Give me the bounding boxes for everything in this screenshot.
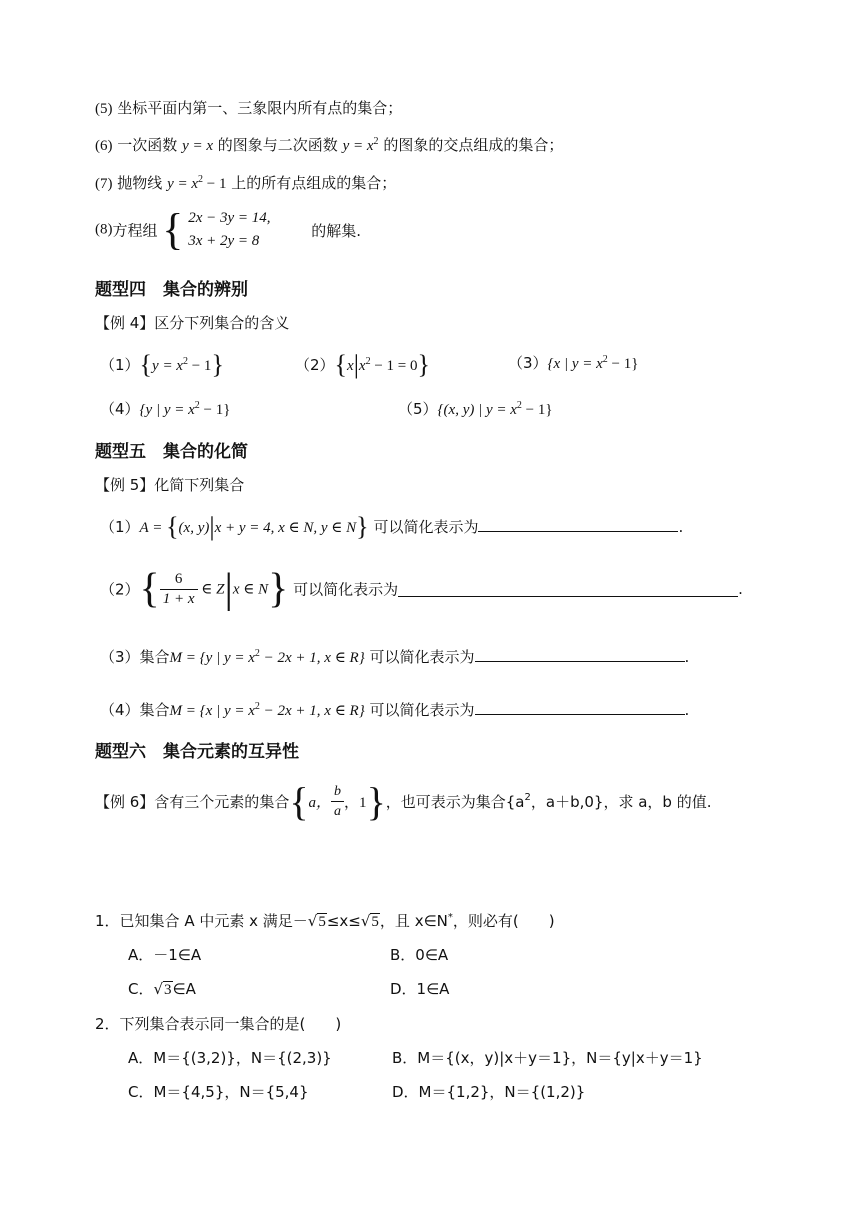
q1-option-a[interactable]: A．－1∈A [128,946,202,964]
q2-option-b[interactable]: B．M＝{(x，y)|x＋y＝1}，N＝{y|x＋y＝1} [392,1049,703,1067]
item-8: (8)方程组 { 2x − 3y = 14, 3x + 2y = 8 的解集. [95,205,362,254]
fraction-b-over-a: $\frac{b}{a}$ [331,782,344,821]
ex4-item-1: $(1)\{y = x^2 - 1\}$ [100,350,224,379]
item-5: (5) 坐标平面内第一、三象限内所有点的集合； [95,99,403,117]
q1-option-c[interactable]: C．√3∈A [128,980,196,998]
ex4-item-2: $(2)\{x|x^2 - 1 = 0\}$ [295,350,430,379]
q1-option-b[interactable]: B．0∈A [390,946,449,964]
answer-blank-3[interactable] [475,647,685,662]
sqrt-sign: √3 [153,980,172,998]
ex4-item-4: （4）{y | $y = x^2 - 1$} [100,400,231,418]
item-7: (7) 抛物线 $y = x^2 - 1$ 上的所有点组成的集合； [95,174,397,192]
ex4-item-3: （3）{x | $y = x^2 - 1$} [508,354,639,372]
ex4-item-5: （5）{(x, y) | $y = x^2 - 1$} [398,400,553,418]
q1-option-d[interactable]: D．1∈A [390,980,450,998]
example-6: 【例 6】含有三个元素的集合{a， $\frac{b}{a}$ ，1}，也可表示为集合{$a^2$，a＋b,0}，求 a，b 的值. [95,779,712,824]
answer-blank-4[interactable] [475,700,685,715]
example-4-label: 【例 4】区分下列集合的含义 [95,314,290,332]
q2-option-c[interactable]: C．M＝{4,5}，N＝{5,4} [128,1083,309,1101]
answer-blank-1[interactable] [478,517,678,532]
example-5-label: 【例 5】化简下列集合 [95,476,245,494]
item-6: (6) 一次函数 y = x 的图象与二次函数 $y = x^2$ 的图象的交点组成的集合； [95,136,564,154]
section-6-title: 题型六 集合元素的互异性 [95,742,299,762]
equation-system: 2x − 3y = 14, 3x + 2y = 8 [188,210,271,249]
ex5-question-2: （2）{ $\frac{6}{1 + x}$ ∈ Z|x ∈ N} 可以简化表示为 . [100,566,743,612]
ex5-question-3: （3）集合M = {y | $y = x^2 - 2x + 1$, x ∈ R} 可以简化表示为 . [100,648,690,666]
sqrt-sign: √5 [307,912,326,930]
section-5-title: 题型五 集合的化简 [95,442,248,462]
left-brace: { [162,205,184,254]
sqrt-sign: √5 [360,912,379,930]
section-4-title: 题型四 集合的辨别 [95,280,248,300]
q2-option-d[interactable]: D．M＝{1,2}，N＝{(1,2)} [392,1083,586,1101]
answer-blank-2[interactable] [398,582,738,597]
question-1: 1．已知集合 A 中元素 x 满足－√5≤x≤√5，且 x∈N*，则必有( ) [95,912,555,930]
ex5-question-1: （1）A = {(x, y)|x + y = 4, x ∈ N, y ∈ N} 可以简化表示为 . [100,512,684,541]
ex5-question-4: （4）集合M = {x | $y = x^2 - 2x + 1$, x ∈ R} 可以简化表示为 . [100,701,690,719]
q2-option-a[interactable]: A．M＝{(3,2)}，N＝{(2,3)} [128,1049,332,1067]
fraction: $\frac{6}{1 + x}$ [160,570,198,609]
question-2: 2．下列集合表示同一集合的是( ) [95,1015,342,1033]
